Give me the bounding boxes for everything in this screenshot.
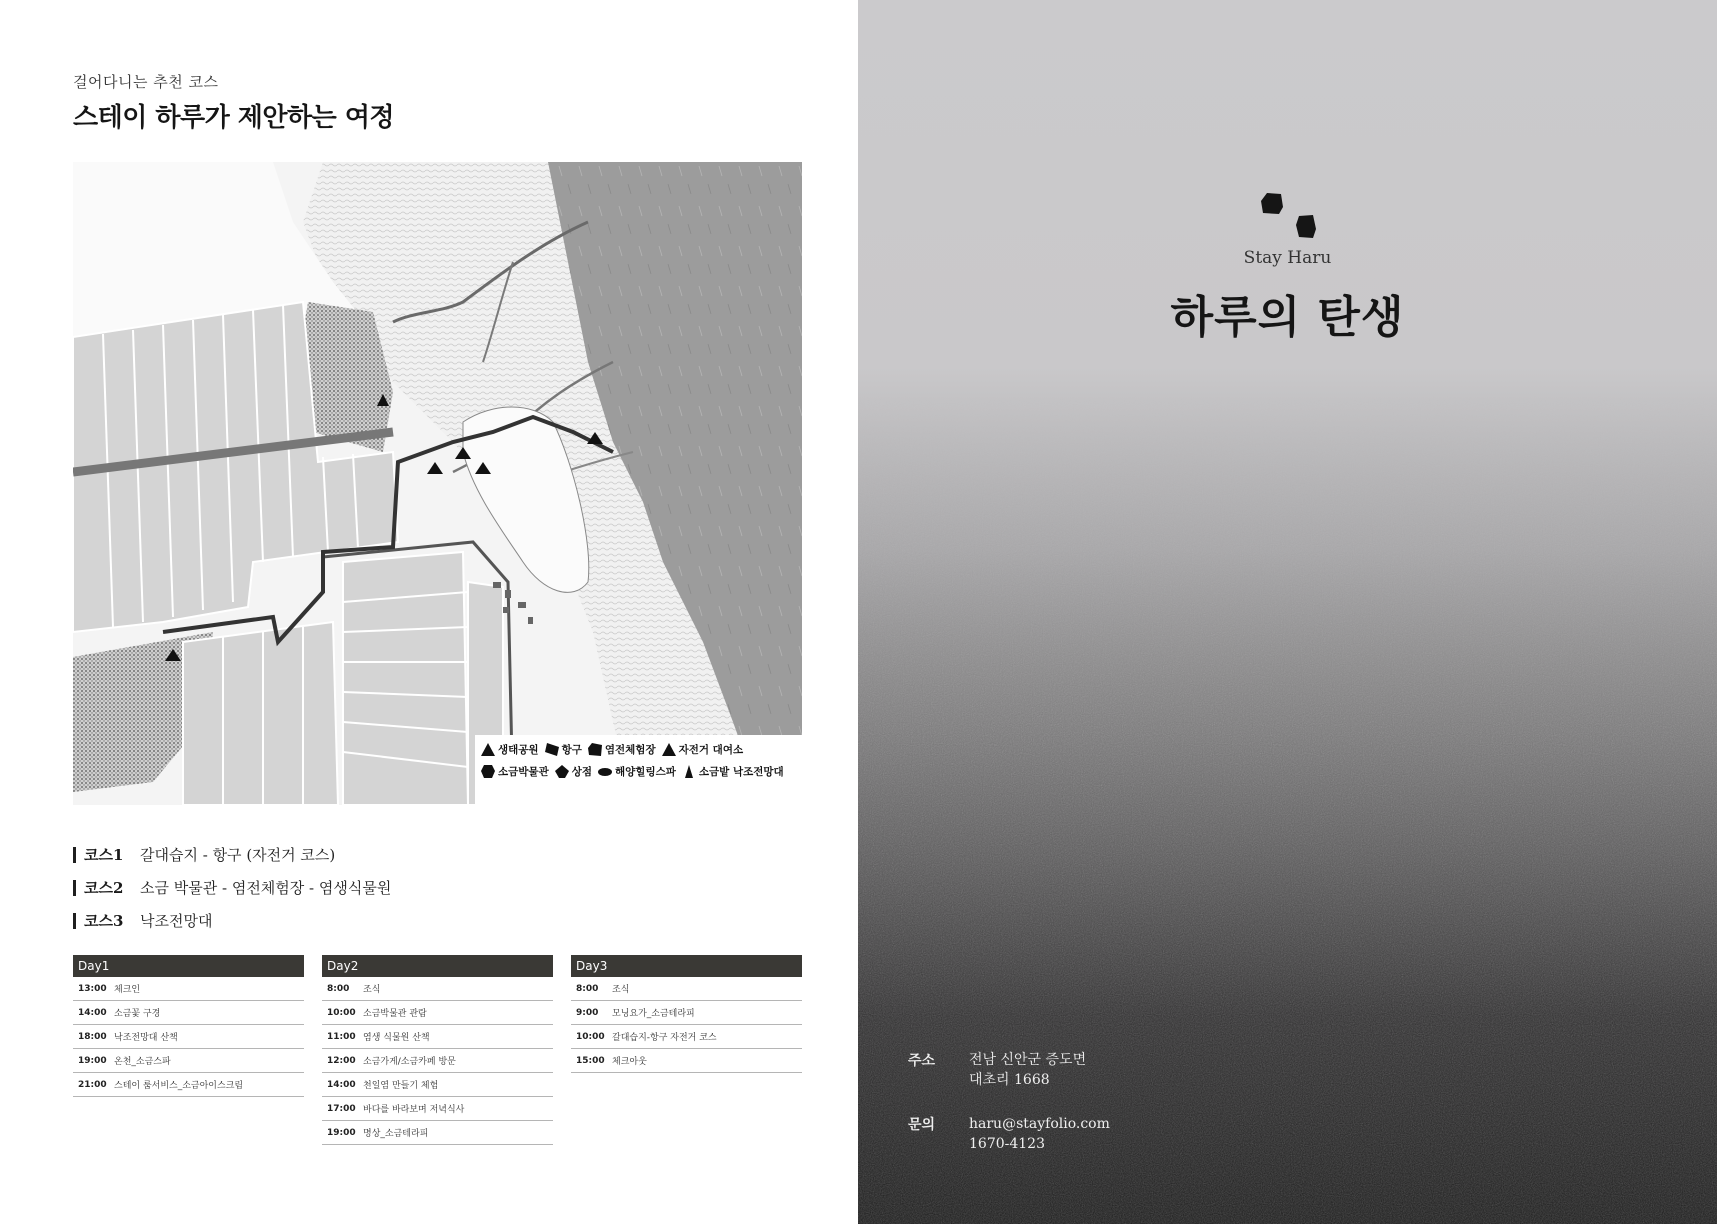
legend-item [545,742,582,757]
course-map [73,162,802,805]
schedule-row [322,1001,553,1025]
course-map-illustration [73,162,802,805]
schedule-activity: 명상_소금테라피 [363,1129,429,1139]
schedule-time: 14:00 [327,1079,356,1090]
course-route: 갈대습지 - 항구 (자전거 코스) [140,846,336,864]
schedule-activity: 스테이 룸서비스_소금아이스크림 [114,1081,244,1091]
contact-value [969,1114,1110,1154]
schedule-row [322,1073,553,1097]
schedule-row [322,977,553,1001]
schedule-time: 18:00 [78,1031,107,1042]
schedule-time: 14:00 [78,1007,107,1018]
schedule-activity: 조식 [363,985,381,995]
schedule-time: 19:00 [78,1055,107,1066]
schedule-time: 15:00 [576,1055,605,1066]
address-value [969,1050,1086,1090]
schedule-row [322,1025,553,1049]
day3-schedule [571,955,802,1073]
address-label: 주소 [908,1053,936,1069]
harbor-icon [545,743,559,756]
schedule-activity: 염생 식물원 산책 [363,1033,430,1043]
schedule-activity: 온천_소금스파 [114,1057,171,1067]
legend-item [481,764,549,779]
schedule-activity: 소금꽃 구경 [114,1009,161,1019]
schedule-row [571,1049,802,1073]
course-label: 코스1 [84,846,124,864]
left-page [0,0,858,1224]
schedule-row [322,1097,553,1121]
legend-label: 해양힐링스파 [615,766,676,778]
schedule-time: 11:00 [327,1031,356,1042]
schedule-row [322,1121,553,1145]
course-label: 코스2 [84,879,124,897]
schedule-time: 19:00 [327,1127,356,1138]
legend-label: 항구 [561,744,582,756]
salt-experience-icon [588,743,602,756]
contact-email[interactable]: haru@stayfolio.com [969,1116,1110,1132]
legend-item [555,764,592,779]
map-legend [475,735,793,785]
schedule-time: 10:00 [576,1031,605,1042]
schedule-row [73,977,304,1001]
course-route: 소금 박물관 - 염전체험장 - 염생식물원 [140,879,392,897]
schedule-activity: 천일염 만들기 체험 [363,1081,439,1091]
schedule-activity: 소금가게/소금카페 방문 [363,1057,456,1067]
day-header: Day3 [571,955,802,977]
legend-row-1 [481,742,743,757]
day1-schedule [73,955,304,1097]
cover-title: 하루의 탄생 [1170,292,1405,343]
schedule-activity: 모닝요가_소금테라피 [612,1009,695,1019]
course-item [73,838,391,871]
course-item [73,871,391,904]
schedule-activity: 갈대습지-항구 자전거 코스 [612,1033,717,1043]
schedule-time: 9:00 [576,1007,599,1018]
day-header: Day1 [73,955,304,977]
legend-label: 염전체험장 [604,744,656,756]
schedule-activity: 체크인 [114,985,141,995]
course-label: 코스3 [84,912,124,930]
course-route: 낙조전망대 [140,912,213,930]
schedule-row [571,1001,802,1025]
legend-label: 상점 [571,766,593,778]
day-header: Day2 [322,955,553,977]
page-title: 스테이 하루가 제안하는 여정 [73,103,395,133]
legend-item [481,742,539,757]
course-bullet-bar [73,913,76,929]
legend-label: 소금박물관 [498,766,549,778]
observatory-icon [682,765,696,778]
schedule-time: 21:00 [78,1079,107,1090]
stay-haru-logo-icon [1261,193,1319,238]
legend-label: 소금밭 낙조전망대 [698,766,784,778]
bicycle-rental-icon [662,743,676,756]
legend-label: 자전거 대여소 [678,744,744,756]
schedule-activity: 체크아웃 [612,1057,647,1067]
schedule-row [73,1001,304,1025]
address-line-1: 전남 신안군 증도면 [969,1052,1087,1068]
schedule-activity: 소금박물관 관람 [363,1009,427,1019]
schedule-activity: 조식 [612,985,630,995]
legend-item [682,764,784,779]
schedule-row [73,1073,304,1097]
schedule-row [322,1049,553,1073]
salt-museum-icon [481,765,495,778]
schedule-row [73,1049,304,1073]
schedule-row [571,977,802,1001]
schedule-row [73,1025,304,1049]
legend-item [598,764,676,779]
legend-item [588,742,656,757]
contact-phone[interactable]: 1670-4123 [969,1136,1045,1152]
address-line-2: 대초리 1668 [969,1072,1050,1088]
course-item [73,904,391,937]
course-list [73,838,391,937]
brand-name: Stay Haru [1243,248,1332,268]
schedule-time: 8:00 [576,983,599,994]
schedule-activity: 바다를 바라보며 저녁식사 [363,1105,465,1115]
healing-spa-icon [598,765,612,778]
schedule-time: 13:00 [78,983,107,994]
course-bullet-bar [73,880,76,896]
eco-park-icon [481,743,495,756]
schedule-time: 10:00 [327,1007,356,1018]
page-subtitle: 걸어다니는 추천 코스 [73,73,219,91]
shop-icon [555,765,569,778]
schedule-time: 12:00 [327,1055,356,1066]
schedule-time: 8:00 [327,983,350,994]
schedule-row [571,1025,802,1049]
contact-label: 문의 [908,1117,936,1133]
course-bullet-bar [73,847,76,863]
cover-page [858,0,1717,1224]
legend-item [662,742,744,757]
day2-schedule [322,955,553,1145]
schedule-activity: 낙조전망대 산책 [114,1033,178,1043]
cover-grain-texture [858,0,1717,1224]
legend-label: 생태공원 [498,744,539,756]
legend-row-2 [481,764,784,779]
schedule-time: 17:00 [327,1103,356,1114]
